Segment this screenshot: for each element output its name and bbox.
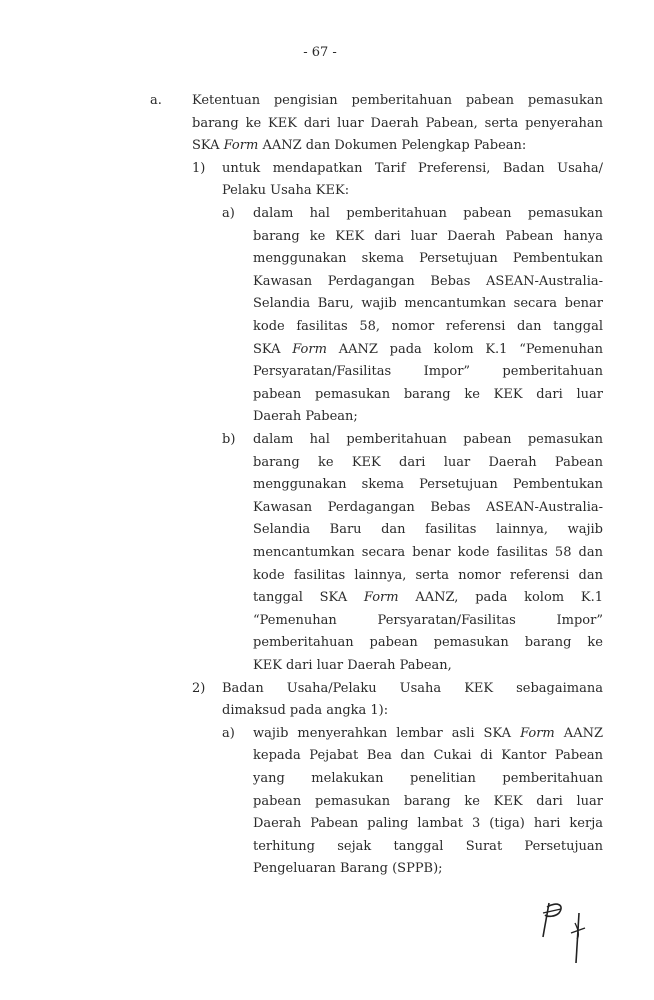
- text-line: [253, 565, 603, 588]
- text-line: [253, 361, 603, 384]
- text-line: [253, 745, 603, 768]
- text-segment: kode fasilitas lainnya, serta nomor referensi dan: [253, 567, 603, 583]
- list-marker: 1): [192, 160, 206, 176]
- text-segment: Pelaku Usaha KEK:: [222, 183, 350, 199]
- text-segment: tanggal SKA: [253, 590, 364, 606]
- text-line: [253, 836, 603, 859]
- text-segment: KEK dari luar Daerah Pabean,: [253, 658, 452, 673]
- text-segment: dalam hal pemberitahuan pabean pemasukan: [253, 432, 603, 447]
- text-line: [253, 203, 603, 226]
- text-line: [253, 452, 603, 475]
- italic-term: Form: [520, 725, 555, 741]
- text-segment: menggunakan skema Persetujuan Pembentukan: [253, 251, 603, 267]
- text-line: [253, 406, 603, 429]
- text-segment: Selandia Baru, wajib mencantumkan secara benar: [253, 296, 603, 312]
- text-line: [253, 542, 603, 565]
- text-segment: Daerah Pabean paling lambat 3 (tiga) hari kerja: [253, 816, 603, 832]
- text-line: [253, 316, 603, 339]
- text-line: [253, 858, 603, 881]
- text-line: [253, 429, 603, 452]
- text-line: [253, 271, 603, 294]
- text-line: [253, 791, 603, 814]
- italic-term: Form: [223, 138, 259, 154]
- text-line: [253, 339, 603, 362]
- list-marker: b): [222, 432, 236, 447]
- text-line: [253, 587, 603, 610]
- text-line: [222, 180, 603, 203]
- text-line: [253, 497, 603, 520]
- text-segment: AANZ dan Dokumen Pelengkap Pabean:: [258, 138, 527, 154]
- text-segment: pabean pemasukan barang ke KEK dari luar: [253, 793, 603, 809]
- text-segment: menggunakan skema Persetujuan Pembentukan: [253, 477, 603, 493]
- text-segment: dimaksud pada angka 1):: [222, 703, 389, 719]
- text-line: [253, 723, 603, 746]
- text-line: [253, 655, 603, 678]
- page-number: - 67 -: [303, 45, 337, 60]
- text-segment: yang melakukan penelitian pemberitahuan: [253, 771, 603, 786]
- list-marker: 2): [192, 680, 206, 696]
- text-segment: pemberitahuan pabean pemasukan barang ke: [253, 635, 603, 651]
- text-segment: wajib menyerahkan lembar asli SKA: [253, 725, 521, 741]
- text-line: [253, 384, 603, 407]
- text-segment: Daerah Pabean;: [253, 409, 358, 425]
- list-marker: a): [222, 206, 235, 221]
- text-line: [253, 293, 603, 316]
- text-line: [192, 113, 603, 136]
- text-segment: barang ke KEK dari luar Daerah Pabean hanya: [253, 228, 603, 244]
- text-segment: Badan Usaha/Pelaku Usaha KEK sebagaimana: [222, 680, 603, 696]
- text-line: [222, 158, 603, 181]
- text-segment: terhitung sejak tanggal Surat Persetujuan: [253, 838, 603, 854]
- text-line: [192, 135, 603, 158]
- list-marker: a): [222, 725, 235, 741]
- text-segment: AANZ pada kolom K.1 “Pemenuhan: [326, 341, 603, 357]
- text-segment: Kawasan Perdagangan Bebas ASEAN-Australia-: [253, 499, 603, 515]
- text-segment: dalam hal pemberitahuan pabean pemasukan: [253, 206, 603, 221]
- text-line: [222, 700, 603, 723]
- text-segment: Kawasan Perdagangan Bebas ASEAN-Australia-: [253, 273, 603, 289]
- italic-term: Form: [363, 590, 399, 606]
- text-segment: barang ke KEK dari luar Daerah Pabean: [253, 454, 603, 470]
- italic-term: Form: [292, 341, 327, 357]
- text-line: [253, 519, 603, 542]
- text-segment: Selandia Baru dan fasilitas lainnya, wajib: [253, 522, 603, 538]
- text-segment: Ketentuan pengisian pemberitahuan pabean pemasukan: [192, 93, 603, 108]
- text-line: [253, 813, 603, 836]
- list-marker: a.: [150, 93, 162, 108]
- text-segment: mencantumkan secara benar kode fasilitas 58 dan: [253, 545, 603, 560]
- text-line: [253, 474, 603, 497]
- text-segment: barang ke KEK dari luar Daerah Pabean, serta penyerahan: [192, 115, 603, 131]
- text-segment: SKA: [253, 341, 293, 357]
- text-segment: SKA: [192, 138, 224, 154]
- text-line: [192, 90, 603, 113]
- text-segment: pabean pemasukan barang ke KEK dari luar: [253, 386, 603, 402]
- text-segment: untuk mendapatkan Tarif Preferensi, Badan Usaha/: [222, 160, 603, 176]
- text-segment: AANZ: [554, 725, 603, 741]
- text-segment: kepada Pejabat Bea dan Cukai di Kantor Pabean: [253, 748, 603, 764]
- text-segment: “Pemenuhan Persyaratan/Fasilitas Impor”: [253, 612, 603, 628]
- text-line: [253, 610, 603, 633]
- text-segment: Persyaratan/Fasilitas Impor” pemberitahuan: [253, 364, 603, 380]
- text-line: [253, 248, 603, 271]
- signature-initials: [535, 895, 605, 980]
- text-segment: AANZ, pada kolom K.1: [398, 590, 603, 606]
- text-line: [253, 226, 603, 249]
- text-line: [253, 632, 603, 655]
- text-segment: kode fasilitas 58, nomor referensi dan tanggal: [253, 319, 603, 334]
- text-segment: Pengeluaran Barang (SPPB);: [253, 861, 443, 877]
- text-line: [222, 678, 603, 701]
- text-line: [253, 768, 603, 791]
